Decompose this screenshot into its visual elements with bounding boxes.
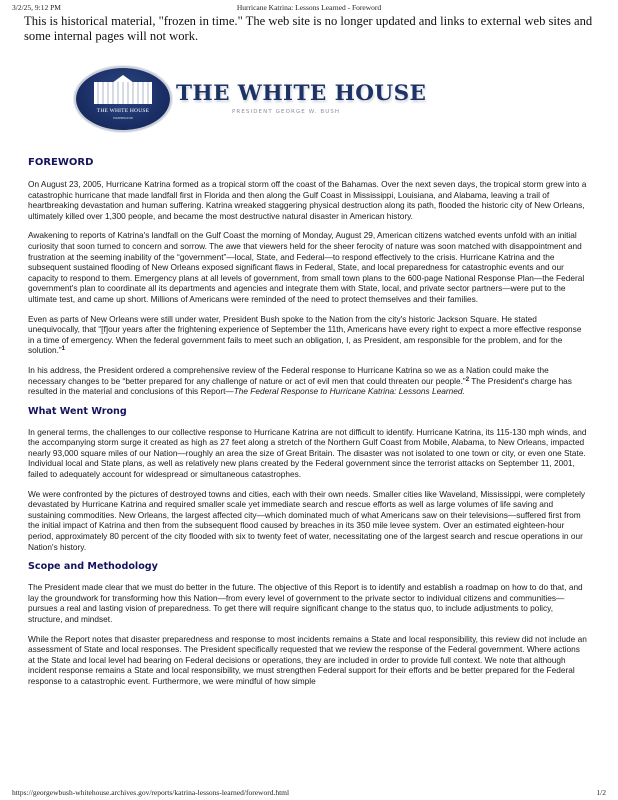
page-url: https://georgewbush-whitehouse.archives.gov/reports/katrina-lessons-learned/foreword.html (12, 788, 290, 797)
paragraph: We were confronted by the pictures of destroyed towns and cities, each with their own needs. Smaller cities like Waveland, Mississippi, were completely devastated by Hurricane Katrina and required smaller scale yet immediate search and rescue efforts as well as large volumes of life saving and sustaining commodities. New Orleans, the largest affected city—which dominated much of what Americans saw on their televisions—suffered first from the initial impact of Katrina and then from the subsequent flood caused by breaches in its 350 mile levee system. Over an estimated eighteen-hour period, approximately 80 percent of the city flooded with six to twenty feet of water, necessitating one of the largest search and rescue operations in our Nation's history. (28, 488, 586, 552)
heading-scope-methodology: Scope and Methodology (28, 561, 158, 573)
paragraph (28, 314, 588, 356)
heading-foreword: FOREWORD (28, 157, 94, 168)
seal-subtext: WASHINGTON (113, 116, 133, 120)
paragraph: Awakening to reports of Katrina's landfall on the Gulf Coast the morning of Monday, August 29, American citizens watched events unfold with an initial curiosity that soon turned to concern and sorrow. The awe that viewers held for the sheer ferocity of nature was soon matched with disappointment and frustration at the seeming inability of the “government”—local, State, and Federal—to respond effectively to the crisis. Hurricane Katrina and the subsequent sustained flooding of New Orleans exposed significant flaws in Federal, State, and local preparedness for catastrophic events and our capacity to respond to them. Emergency plans at all levels of government, from small town plans to the 600-page National Response Plan—the Federal government's plan to coordinate all its departments and agencies and integrate them with State, local, and private sector partners—were put to the ultimate test, and came up short. Millions of Americans were reminded of the need to protect themselves and their families. (28, 230, 585, 304)
seal-text: THE WHITE HOUSE (96, 108, 150, 114)
footnote-link[interactable]: 2 (465, 376, 470, 383)
paragraph (28, 365, 588, 397)
paragraph-text: In his address, the President ordered a comprehensive review of the Federal response to Hurricane Katrina so we as a Nation could make the necessary changes to be “better prepared for any challenge of nature or act of evil men that could threaten our people.” (28, 364, 549, 386)
historical-notice: This is historical material, "frozen in time." The web site is no longer updated and links to external web sites and some internal pages will not work. (24, 14, 593, 43)
report-title: The Federal Response to Hurricane Katrina: Lessons Learned. (233, 386, 465, 397)
paragraph: While the Report notes that disaster preparedness and response to most incidents remains a State and local responsibility, this review did not include an assessment of State and local responses. The President specifically requested that we review the response of the Federal government. Where actions at the State and local level had bearing on Federal decisions or operations, they are included in order to provide full context. We note that although incident response remains a State and local responsibility, we must strengthen Federal support for their efforts and be better prepared for the Federal response to a catastrophic event. Furthermore, we were mindful of how simple (28, 633, 587, 686)
print-datetime: 3/2/25, 9:12 PM (12, 3, 61, 12)
paragraph: On August 23, 2005, Hurricane Katrina formed as a tropical storm off the coast of the Bahamas. Over the next seven days, the tropical storm grew into a catastrophic hurricane that made landfall first in Florida and then along the Gulf Coast in Mississippi, Louisiana, and Alabama, leaving a trail of heartbreaking devastation and human suffering. Katrina wreaked staggering physical destruction along its path, flooded the historic city of New Orleans, ultimately killed over 1,300 people, and became the most destructive natural disaster in American history. (28, 179, 587, 221)
footnote-link[interactable]: 1 (61, 346, 66, 353)
paragraph-text: The President's charge has resulted in the material and conclusions of this Report— (28, 375, 572, 397)
site-wordmark: THE WHITE HOUSE (176, 81, 427, 106)
main-content (28, 155, 588, 696)
white-house-seal-icon (76, 68, 170, 130)
page-number: 1/2 (596, 788, 606, 797)
paragraph: The President made clear that we must do better in the future. The objective of this Report is to identify and establish a roadmap on how to do that, and lay the groundwork for transforming how this Nation—from every level of government to the private sector to individual citizens and communities—pursues a real and lasting vision of preparedness. To get there will require significant change to the status quo, to include adjustments to policy, structure, and mindset. (28, 582, 583, 624)
paragraph-text: Even as parts of New Orleans were still under water, President Bush spoke to the Nation from the city's historic Jackson Square. He stated unequivocally, that “[f]our years after the frightening experience of September the 11th, Americans have every right to expect a more effective response in a time of emergency. When the federal government fails to meet such an obligation, I, as President, am responsible for the problem, and for the solution.” (28, 313, 582, 356)
paragraph: In general terms, the challenges to our collective response to Hurricane Katrina are not difficult to identify. Hurricane Katrina, its 115-130 mph winds, and the accompanying storm surge it created as high as 27 feet along a stretch of the Northern Gulf Coast from Mobile, Alabama, to New Orleans, impacted nearly 93,000 square miles of our Nation—roughly an area the size of Great Britain. The disaster was not isolated to one town or city, or even one State. Individual local and State plans, as well as relatively new plans created by the Federal government since the terrorist attacks on September 11, 2001, failed to adequately account for widespread or simultaneous catastrophes. (28, 426, 587, 480)
heading-what-went-wrong: What Went Wrong (28, 405, 127, 417)
site-subtitle: PRESIDENT GEORGE W. BUSH (232, 109, 341, 115)
white-house-banner[interactable] (76, 68, 427, 130)
seal-house (94, 82, 152, 104)
print-page-title: Hurricane Katrina: Lessons Learned - Foreword (236, 3, 382, 12)
